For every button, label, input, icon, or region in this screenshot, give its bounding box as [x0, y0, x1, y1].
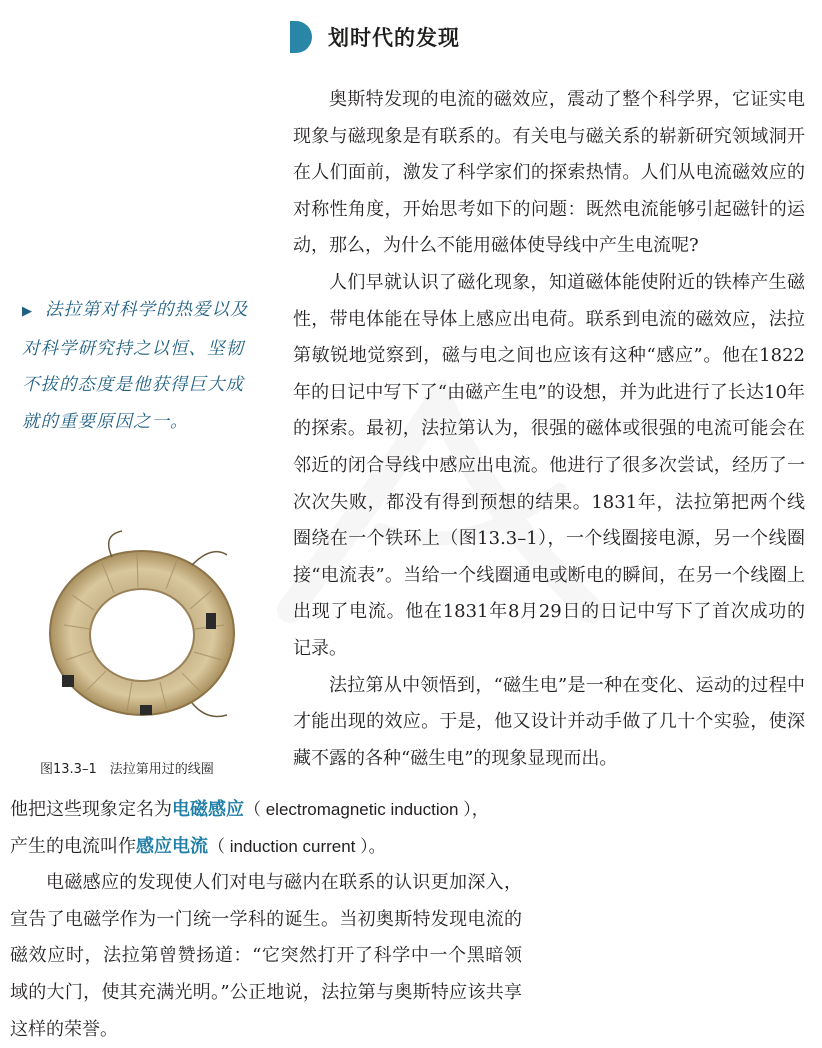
margin-note [22, 292, 260, 440]
definition-2-intro: 产生的电流叫作 [10, 835, 136, 857]
definition-line-2 [10, 829, 522, 866]
paragraph-3: 法拉第从中领悟到，“磁生电”是一种在变化、运动的过程中才能出现的效应。于是，他又设计并动手做了几十个实验，使深藏不露的各种“磁生电”的现象显现而出。 [293, 674, 805, 769]
term-2-english: （ induction current ）。 [208, 836, 386, 856]
term-1-english: （ electromagnetic induction ）， [244, 800, 489, 819]
heading-marker [290, 21, 312, 53]
paragraph-4: 电磁感应的发现使人们对电与磁内在联系的认识更加深入，宣告了电磁学作为一门统一学科的诞生。当初奥斯特发现电流的磁效应时，法拉第曾赞扬道：“它突然打开了科学中一个黑暗领域的大门，使其充满光明。”公正地说，法拉第与奥斯特应该共享这样的荣誉。 [10, 872, 522, 1040]
margin-note-text: 法拉第对科学的热爱以及对科学研究持之以恒、坚韧不拔的态度是他获得巨大成就的重要原因之一。 [22, 300, 249, 432]
term-electromagnetic-induction: 电磁感应 [172, 799, 244, 820]
coil-photo [42, 525, 242, 725]
section-title: 划时代的发现 [328, 26, 460, 50]
definition-1-intro: 他把这些现象定名为 [10, 799, 172, 820]
term-induction-current: 感应电流 [136, 835, 208, 857]
triangle-bullet-icon: ▶ [22, 304, 33, 319]
bottom-text-column [10, 792, 522, 1048]
main-text-column [293, 82, 805, 777]
paragraph-2: 人们早就认识了磁化现象，知道磁体能使附近的铁棒产生磁性，带电体能在导体上感应出电荷。联系到电流的磁效应，法拉第敏锐地觉察到，磁与电之间也应该有这种“感应”。他在1822 年的日记中写下了“由磁产生电”的设想，并为此进行了长达10年的探索。最初，法拉第认为，很强的磁体或很强的电流可能会在邻近的闭合导线中感应出电流。他进行了很多次尝试，经历了一次次失败，都没有得到预想的结果。1831年，法拉第把两个线圈绕在一个铁环上（图13.3–1），一个线圈接电源，另一个线圈接“电流表”。当给一个线圈通电或断电的瞬间，在另一个线圈上出现了电流。他在1831年8月29日的日记中写下了首次成功的记录。 [293, 271, 805, 659]
section-heading [290, 20, 460, 54]
figure-caption: 图13.3–1 法拉第用过的线圈 [40, 762, 214, 777]
definition-line-1 [10, 792, 522, 829]
paragraph-1: 奥斯特发现的电流的磁效应，震动了整个科学界，它证实电现象与磁现象是有联系的。有关电与磁关系的崭新研究领域洞开在人们面前，激发了科学家们的探索热情。人们从电流磁效应的对称性角度，开始思考如下的问题：既然电流能够引起磁针的运动，那么，为什么不能用磁体使导线中产生电流呢? [293, 89, 805, 257]
